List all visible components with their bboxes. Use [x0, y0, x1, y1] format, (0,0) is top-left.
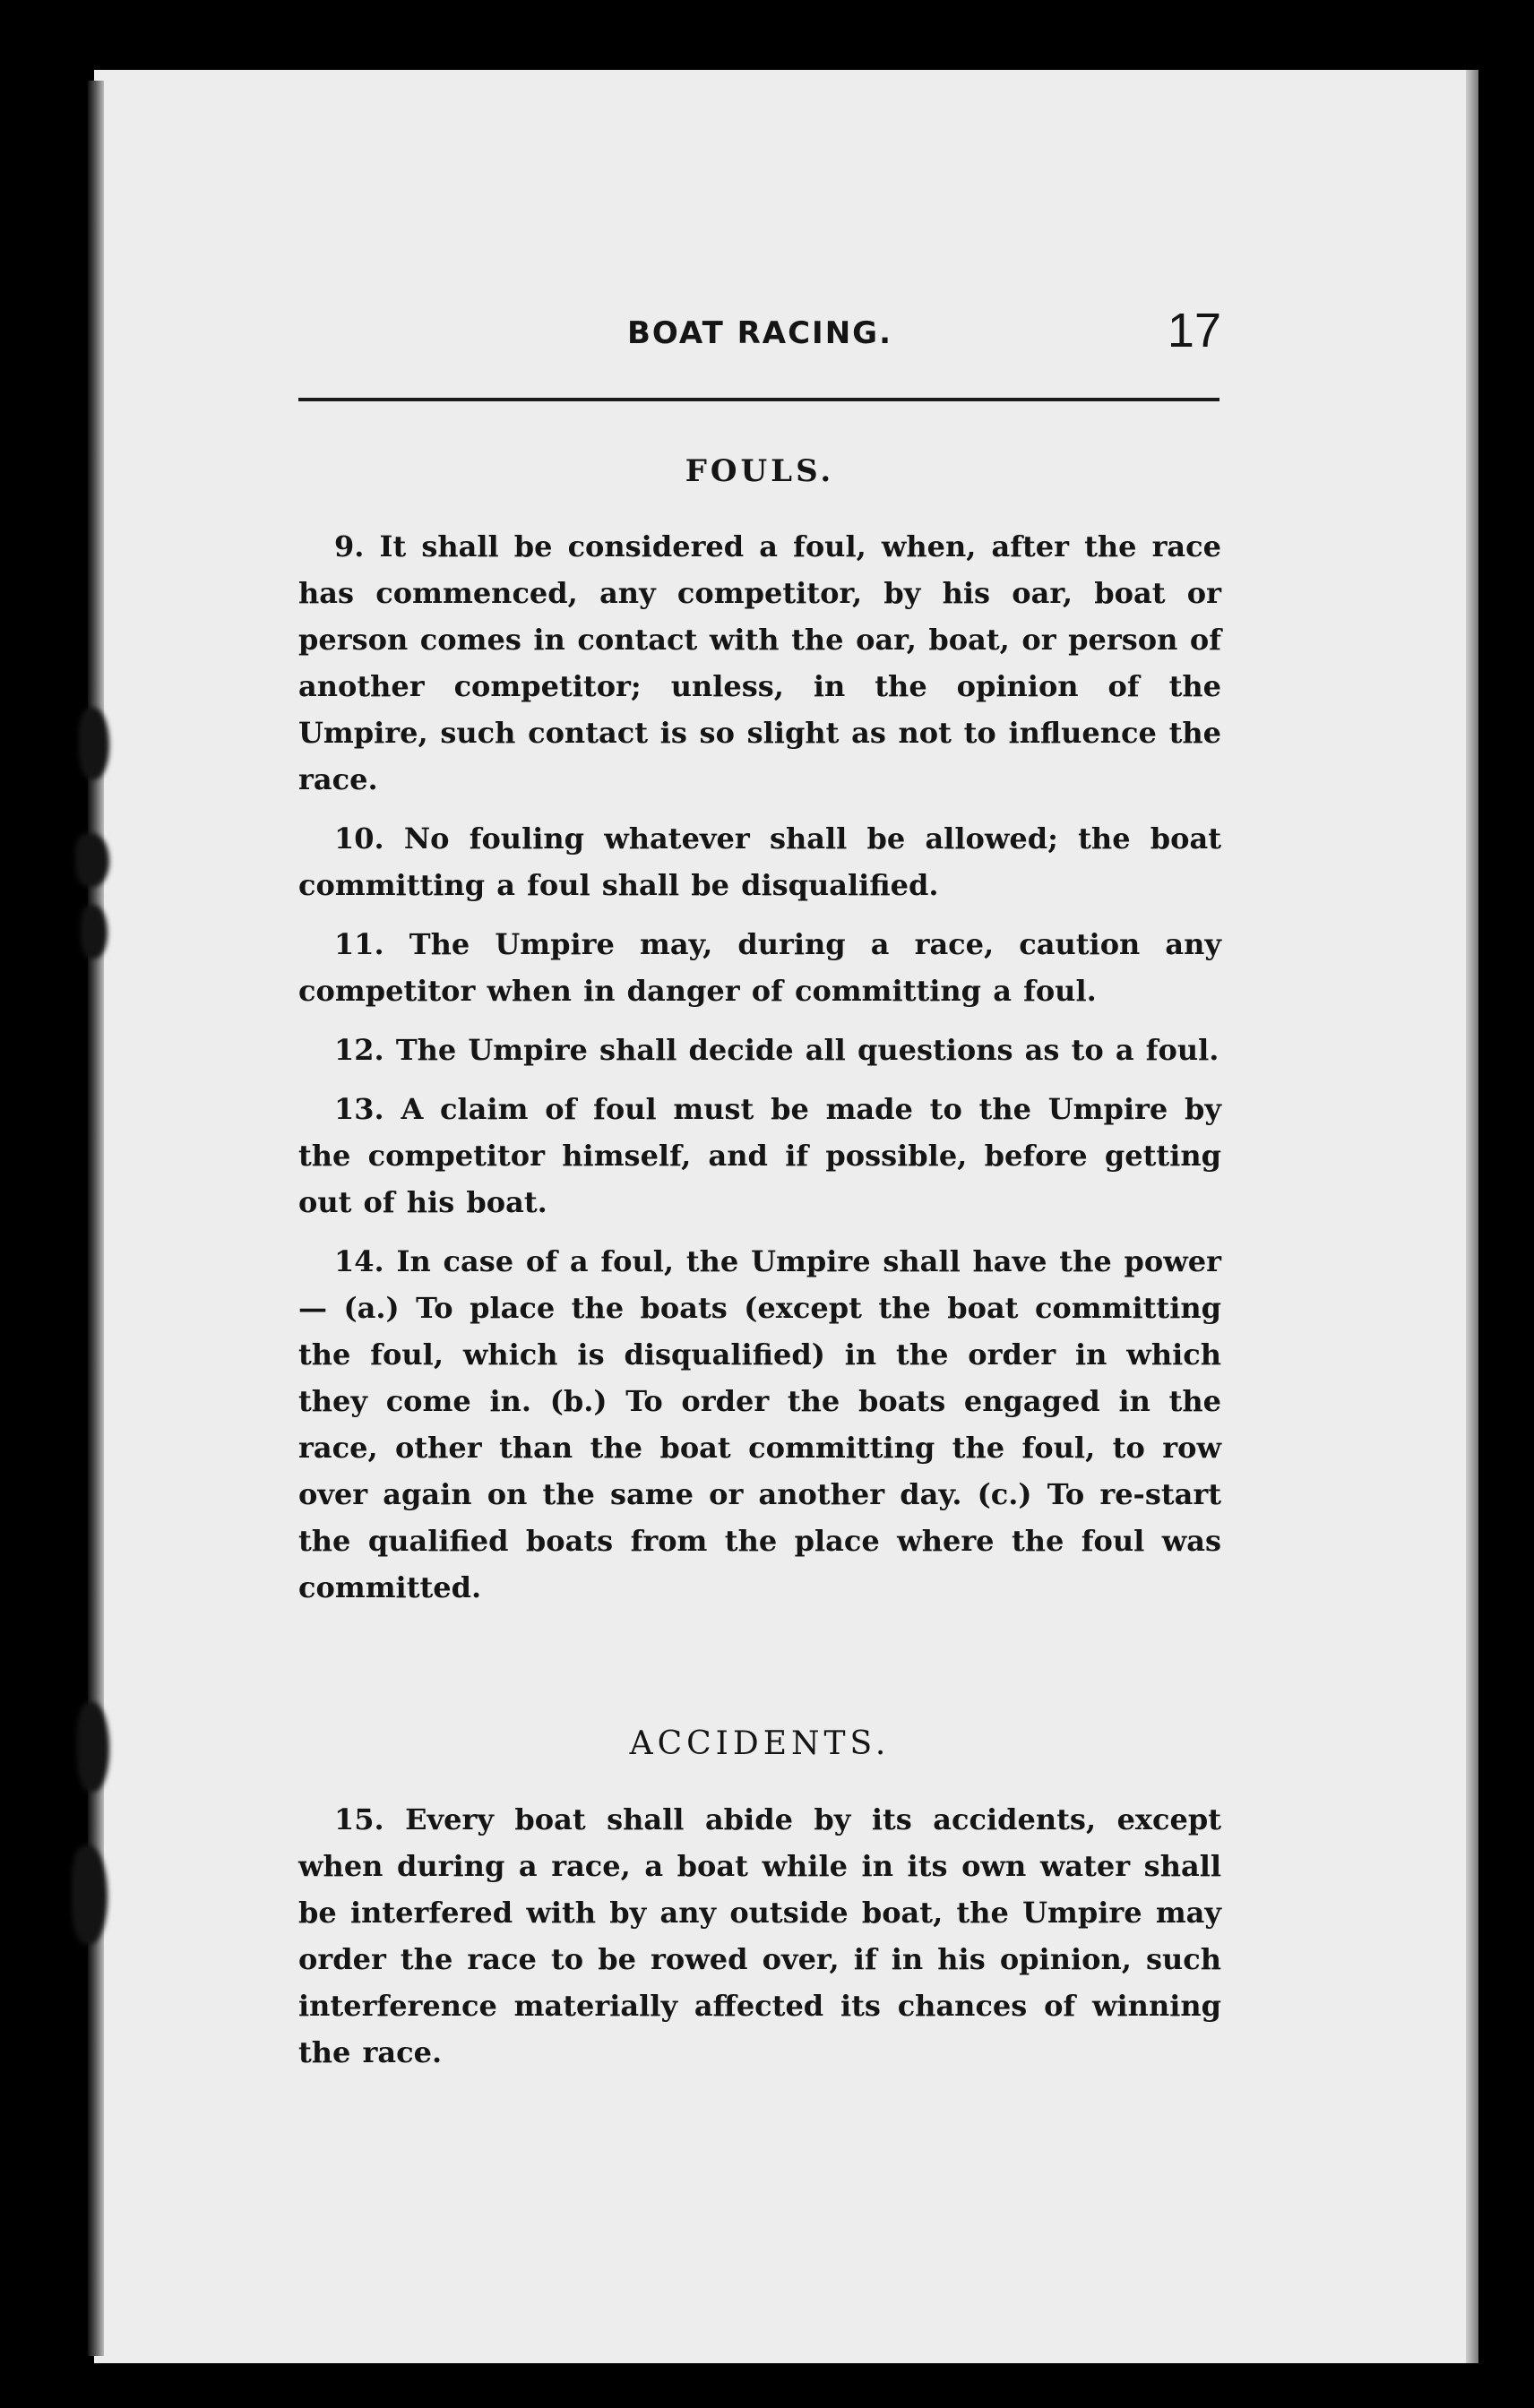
- rule-paragraph-13: 13. A claim of foul must be made to the Umpire by the competitor himself, and if possible, before getting out of his boat.: [298, 1092, 1221, 1219]
- rule-paragraph-12: 12. The Umpire shall decide all questions as to a foul.: [334, 1033, 1219, 1067]
- section-heading-fouls: FOULS.: [685, 453, 835, 489]
- rule-paragraph-9: 9. It shall be considered a foul, when, after the race has commenced, any competitor, by his oar, boat or person comes in contact with the oar, boat, or person of another competitor; unless, in the opinion of the Umpire, such contact is so slight as not to influence the race.: [298, 529, 1221, 796]
- rule-paragraph-10: 10. No fouling whatever shall be allowed; the boat committing a foul shall be disqualified.: [298, 821, 1221, 902]
- page-binding-edge: [88, 81, 104, 2356]
- page-content: [298, 296, 1221, 2088]
- ink-blot: [79, 708, 109, 779]
- section-heading-accidents: ACCIDENTS.: [629, 1725, 891, 1762]
- header-rule: [298, 398, 1219, 401]
- ink-blot: [81, 905, 108, 959]
- ink-blot: [72, 1845, 108, 1944]
- rule-paragraph-11: 11. The Umpire may, during a race, caution any competitor when in danger of committing a foul.: [298, 927, 1221, 1008]
- page-right-edge: [1466, 70, 1478, 2363]
- rule-paragraph-14: 14. In case of a foul, the Umpire shall have the power — (a.) To place the boats (except the boat committing the foul, which is disqualified) in the order in which they come in. (b.) To order the boats engaged in the race, other than the boat committing the foul, to row over again on the same or another day. (c.) To re-start the qualified boats from the place where the foul was committed.: [298, 1244, 1221, 1604]
- ink-blot: [75, 833, 109, 887]
- running-head: [298, 296, 1221, 367]
- page-number: 17: [1167, 304, 1221, 357]
- rule-paragraph-15: 15. Every boat shall abide by its accidents, except when during a race, a boat while in its own water shall be interfered with by any outside boat, the Umpire may order the race to be rowed over, if in his opinion, such interference materially affected its chances of winning the race.: [298, 1802, 1221, 2069]
- running-title: BOAT RACING.: [627, 315, 892, 351]
- ink-blot: [77, 1702, 109, 1792]
